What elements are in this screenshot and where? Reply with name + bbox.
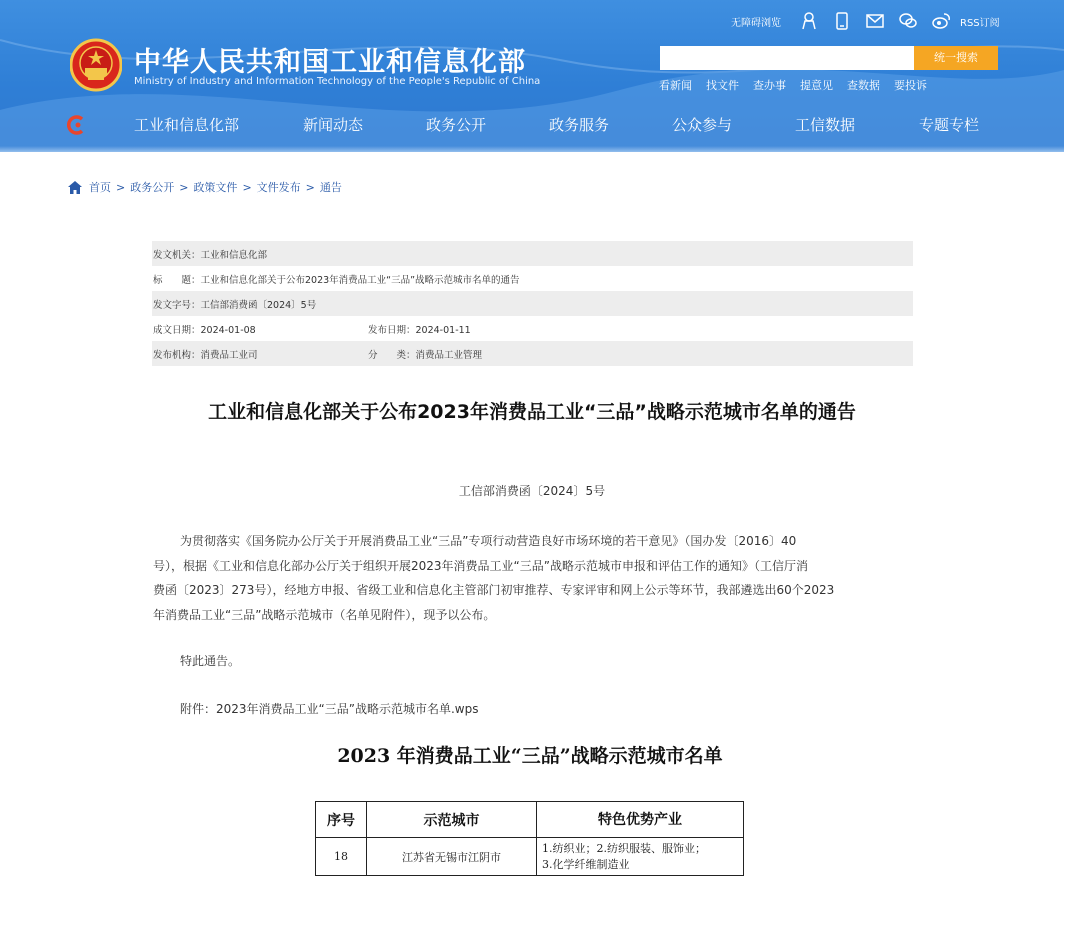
breadcrumb-policy-documents[interactable]: 政策文件 <box>193 181 238 194</box>
city-list-title: 2023 年消费品工业“三品”战略示范城市名单 <box>337 745 723 767</box>
paragraph-line: 年消费品工业“三品”战略示范城市（名单见附件），现予以公布。 <box>153 607 496 622</box>
meta-row-dates <box>152 316 913 341</box>
meta-row-title <box>152 266 913 291</box>
article-title: 工业和信息化部关于公布2023年消费品工业“三品”战略示范城市名单的通告 <box>208 401 856 423</box>
meta-row-issuer <box>152 241 913 266</box>
ministry-logo-icon[interactable] <box>66 114 88 136</box>
cell-serial: 18 <box>316 838 367 876</box>
breadcrumb-separator: > <box>242 180 252 194</box>
meta-org: 发布机构：消费品工业司 <box>153 349 258 361</box>
meta-created-date: 成文日期：2024-01-08 <box>153 324 256 336</box>
article-notice: 特此通告。 <box>180 654 241 668</box>
rss-link[interactable]: RSS订阅 <box>960 17 1000 29</box>
quick-link-files[interactable]: 找文件 <box>706 79 739 92</box>
wechat-icon[interactable] <box>898 11 918 31</box>
main-nav <box>0 108 1064 144</box>
meta-issuer: 发文机关：工业和信息化部 <box>153 249 268 261</box>
nav-item-topics[interactable]: 专题专栏 <box>919 116 980 134</box>
quick-link-data[interactable]: 查数据 <box>847 79 880 92</box>
industry-line: 1.纺织业；2.纺织服装、服饰业； <box>542 841 706 855</box>
paragraph-line: 费函〔2023〕273号），经地方申报、省级工业和信息化主管部门初审推荐、专家评审和网上公示等环节，我部遴选出60个2023 <box>153 583 835 597</box>
top-links <box>731 10 1000 32</box>
header-serial: 序号 <box>316 802 367 838</box>
city-list-table <box>315 801 744 876</box>
meta-published-date: 发布日期：2024-01-11 <box>368 324 471 336</box>
search-input[interactable] <box>660 46 914 70</box>
article-doc-number: 工信部消费函〔2024〕5号 <box>458 484 606 498</box>
weibo-icon[interactable] <box>931 11 951 31</box>
nav-item-government-affairs[interactable]: 政务公开 <box>426 116 487 134</box>
site-subtitle: Ministry of Industry and Information Technology of the People's Republic of China <box>134 76 541 87</box>
document-meta-table <box>152 241 913 366</box>
search-button[interactable]: 统一搜索 <box>914 46 998 70</box>
quick-link-feedback[interactable]: 提意见 <box>800 79 833 92</box>
table-row <box>316 838 744 876</box>
nav-item-services[interactable]: 政务服务 <box>549 116 610 134</box>
header-city: 示范城市 <box>367 802 537 838</box>
nav-item-news[interactable]: 新闻动态 <box>303 116 364 134</box>
quick-link-complaint[interactable]: 要投诉 <box>894 79 927 92</box>
breadcrumb-separator: > <box>179 180 189 194</box>
nav-item-data[interactable]: 工信数据 <box>795 116 856 134</box>
meta-row-org <box>152 341 913 366</box>
quick-links <box>659 77 941 93</box>
industry-line: 3.化学纤维制造业 <box>542 857 630 871</box>
breadcrumb-notice[interactable]: 通告 <box>319 181 342 194</box>
site-title[interactable]: 中华人民共和国工业和信息化部 <box>134 47 526 78</box>
cartoon-icon[interactable] <box>799 11 819 31</box>
home-icon[interactable] <box>68 181 82 194</box>
paragraph-line: 号），根据《工业和信息化部办公厅关于组织开展2023年消费品工业“三品”战略示范城市申报和评估工作的通知》（工信厅消 <box>153 558 808 573</box>
mail-icon[interactable] <box>865 11 885 31</box>
attachment-link[interactable]: 附件：2023年消费品工业“三品”战略示范城市名单.wps <box>180 702 479 716</box>
cell-city: 江苏省无锡市江阴市 <box>367 838 537 876</box>
accessible-browse-link[interactable]: 无障碍浏览 <box>731 17 781 29</box>
quick-link-news[interactable]: 看新闻 <box>659 79 692 92</box>
breadcrumb-file-release[interactable]: 文件发布 <box>256 181 301 194</box>
breadcrumb-separator: > <box>116 180 126 194</box>
nav-item-public-participation[interactable]: 公众参与 <box>672 116 733 134</box>
breadcrumb-separator: > <box>305 180 315 194</box>
meta-title: 标 题：工业和信息化部关于公布2023年消费品工业“三品”战略示范城市名单的通告 <box>153 274 520 286</box>
meta-category: 分 类：消费品工业管理 <box>368 349 483 361</box>
paragraph-line: 为贯彻落实《国务院办公厅关于开展消费品工业“三品”专项行动营造良好市场环境的若干意见》（国办发〔2016〕40 <box>180 534 797 548</box>
header-industry: 特色优势产业 <box>537 802 744 838</box>
mobile-icon[interactable] <box>832 11 852 31</box>
national-emblem-icon <box>70 38 122 92</box>
site-header <box>0 0 1064 152</box>
breadcrumb-government-affairs[interactable]: 政务公开 <box>130 181 175 194</box>
cell-industry <box>537 838 744 876</box>
breadcrumb <box>68 179 342 195</box>
quick-link-services[interactable]: 查办事 <box>753 79 786 92</box>
nav-item-ministry[interactable]: 工业和信息化部 <box>134 116 240 134</box>
meta-row-doc-number <box>152 291 913 316</box>
meta-doc-number: 发文字号：工信部消费函〔2024〕5号 <box>153 299 317 311</box>
breadcrumb-home[interactable]: 首页 <box>89 181 111 194</box>
article-paragraph <box>153 529 913 627</box>
table-header-row <box>316 802 744 838</box>
